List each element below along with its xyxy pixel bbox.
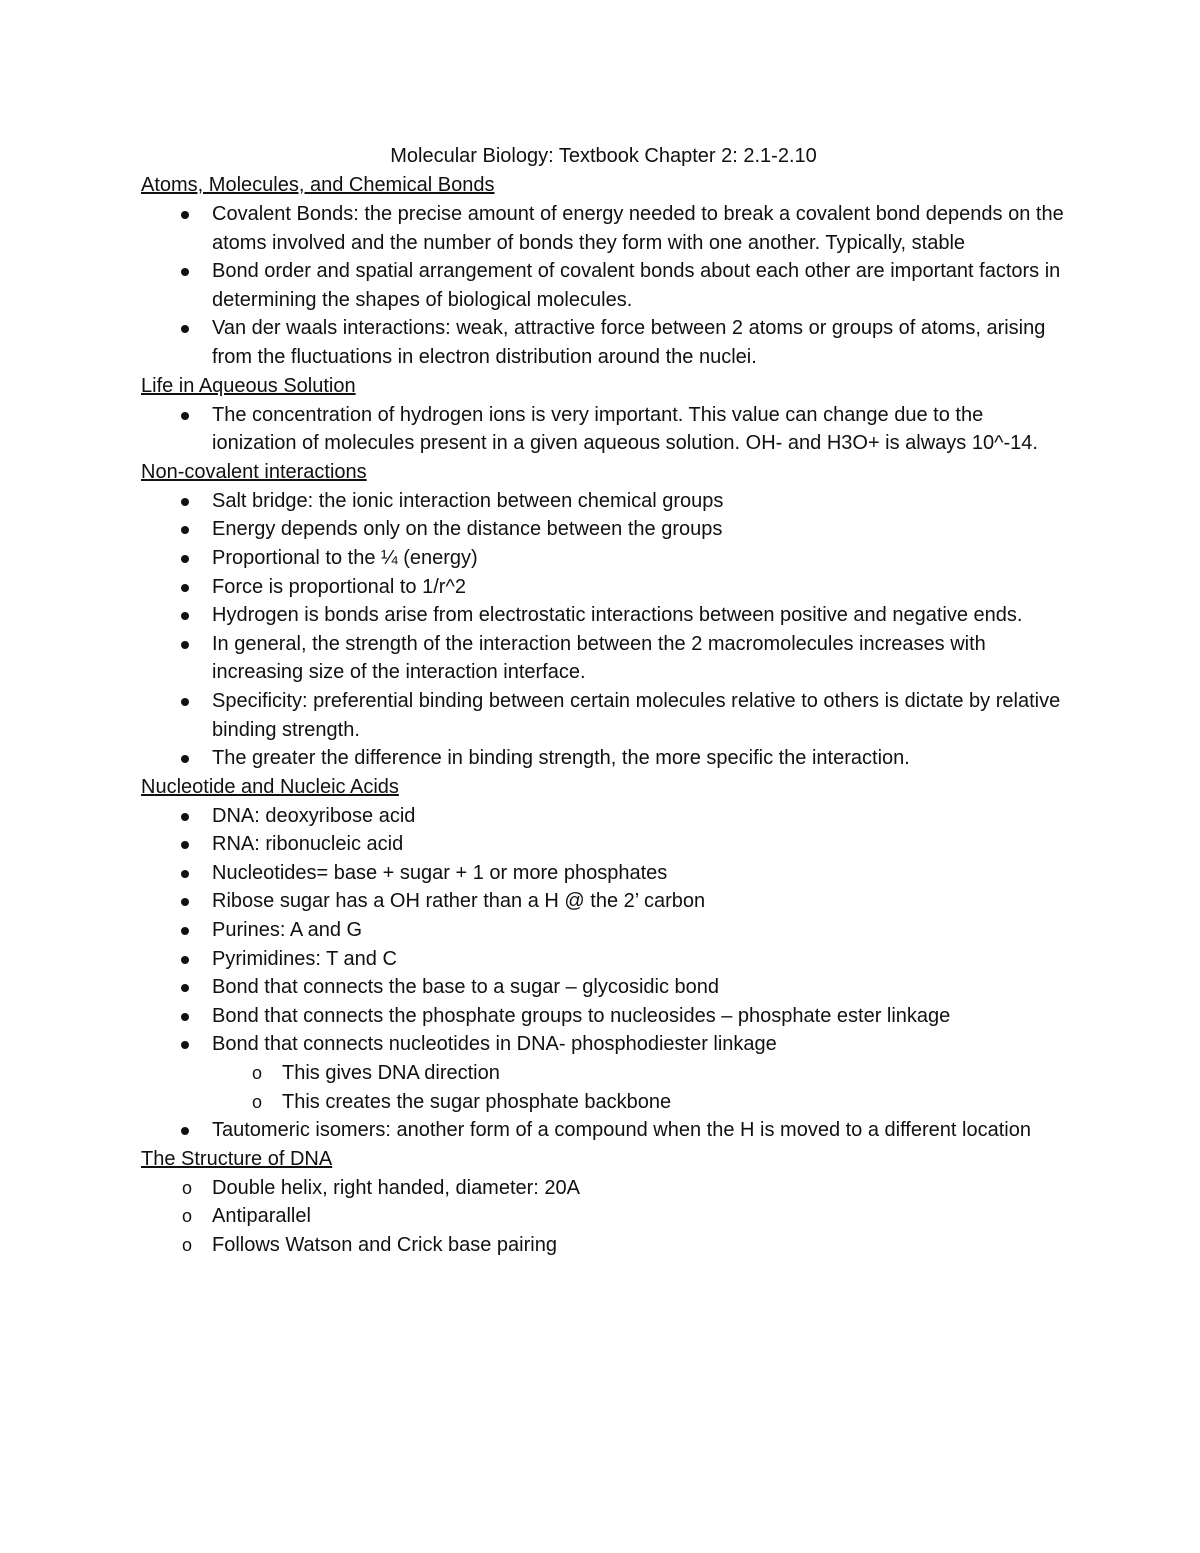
list-item-sub [141,1059,1066,1088]
list-item [141,573,1066,602]
list-item-text: The concentration of hydrogen ions is very important. This value can change due to the ionization of molecules present in a given aqueous solution. OH- and H3O+ is always 10^-14. [212,403,1038,455]
section-heading-noncovalent: Non-covalent interactions [141,460,367,483]
list-item [141,544,1066,573]
bullet-icon [175,200,195,219]
list-item [141,401,1066,458]
bullet-icon [175,314,195,333]
list-item-text: Force is proportional to 1/r^2 [212,575,466,598]
list-item [141,487,1066,516]
bullet-icon [175,630,195,649]
circle-bullet-icon: o [181,1177,192,1198]
list-item [141,1002,1066,1031]
list-item [141,744,1066,773]
list-item [141,916,1066,945]
document-title: Molecular Biology: Textbook Chapter 2: 2.1-2.10 [390,145,817,167]
list-item-text: In general, the strength of the interaction between the 2 macromolecules increases with increasing size of the interaction interface. [212,632,986,684]
bullet-icon [175,573,195,592]
list-item-text: Energy depends only on the distance between the groups [212,518,723,541]
bullet-icon [175,544,195,563]
section-heading-atoms: Atoms, Molecules, and Chemical Bonds [141,174,495,196]
list-item-text: Antiparallel [212,1205,311,1228]
list-item [141,945,1066,974]
list-item-text: Specificity: preferential binding between certain molecules relative to others is dictate by relative binding strength. [212,689,1061,741]
section-list-dna-structure [141,1174,1066,1260]
list-item [141,802,1066,831]
bullet-icon [175,601,195,620]
bullet-icon [175,487,195,506]
circle-bullet-icon: o [251,1063,262,1084]
list-item [141,830,1066,859]
bullet-icon [175,859,195,878]
bullet-icon [175,916,195,935]
list-item-text: Bond order and spatial arrangement of covalent bonds about each other are important factors in determining the shapes of biological molecules. [212,260,1061,311]
list-item [141,515,1066,544]
list-item-sub [141,1088,1066,1117]
list-item-text: Purines: A and G [212,919,363,942]
list-item-text: DNA: deoxyribose acid [212,804,416,827]
list-item [141,687,1066,744]
bullet-icon [175,830,195,849]
section-list-atoms [141,200,1066,372]
bullet-icon [175,945,195,964]
bullet-icon [175,973,195,992]
circle-bullet-icon: o [181,1235,192,1255]
list-item-text: The greater the difference in binding strength, the more specific the interaction. [212,747,910,770]
list-item-text: This gives DNA direction [282,1062,500,1085]
list-item-text: Bond that connects nucleotides in DNA- phosphodiester linkage [212,1033,777,1056]
list-item [141,200,1066,257]
list-item [141,859,1066,888]
list-item [141,630,1066,687]
list-item-text: Follows Watson and Crick base pairing [212,1234,557,1256]
list-item-text: Salt bridge: the ionic interaction between chemical groups [212,489,724,512]
bullet-icon [175,1030,195,1049]
list-item-text: Bond that connects the phosphate groups to nucleosides – phosphate ester linkage [212,1004,951,1027]
list-item-text: Hydrogen is bonds arise from electrostatic interactions between positive and negative ends. [212,604,1023,627]
circle-bullet-icon: o [181,1206,192,1227]
bullet-icon [175,1002,195,1021]
list-item-text: Double helix, right handed, diameter: 20A [212,1176,581,1199]
list-item [141,1116,1066,1145]
bullet-icon [175,515,195,534]
bullet-icon [175,744,195,763]
circle-bullet-icon: o [251,1091,262,1112]
section-list-nucleotide [141,802,1066,1145]
list-item-text: Ribose sugar has a OH rather than a H @ the 2’ carbon [212,890,706,913]
list-item-text: Nucleotides= base + sugar + 1 or more phosphates [212,861,668,884]
list-item-text: Covalent Bonds: the precise amount of energy needed to break a covalent bond depends on the atoms involved and the number of bonds they form with one another. Typically, stable [212,203,1064,254]
list-item-text: This creates the sugar phosphate backbone [282,1090,672,1113]
list-item [141,1030,1066,1059]
list-item-text: RNA: ribonucleic acid [212,833,404,856]
list-item-text: Bond that connects the base to a sugar – glycosidic bond [212,976,720,999]
section-heading-aqueous: Life in Aqueous Solution [141,374,356,397]
list-item [141,1231,1066,1260]
section-heading-nucleotide: Nucleotide and Nucleic Acids [141,775,399,798]
section-list-noncovalent [141,487,1066,773]
section-list-aqueous [141,401,1066,458]
bullet-icon [175,257,195,276]
section-heading-dna-structure: The Structure of DNA [141,1147,333,1170]
list-item-text: Van der waals interactions: weak, attractive force between 2 atoms or groups of atoms, arising from the fluctuations in electron distribution around the nuclei. [212,317,1046,368]
bullet-icon [175,401,195,420]
bullet-icon [175,687,195,706]
list-item [141,1202,1066,1231]
list-item [141,887,1066,916]
list-item-text: Pyrimidines: T and C [212,947,397,970]
bullet-icon [175,887,195,906]
list-item [141,1174,1066,1203]
bullet-icon [175,1116,195,1135]
bullet-icon [175,802,195,821]
list-item [141,314,1066,371]
list-item [141,973,1066,1002]
document-page [141,142,1066,1260]
list-item [141,257,1066,314]
list-item-text: Proportional to the ¼ (energy) [212,546,478,569]
list-item [141,601,1066,630]
list-item-text: Tautomeric isomers: another form of a compound when the H is moved to a different location [212,1119,1031,1142]
